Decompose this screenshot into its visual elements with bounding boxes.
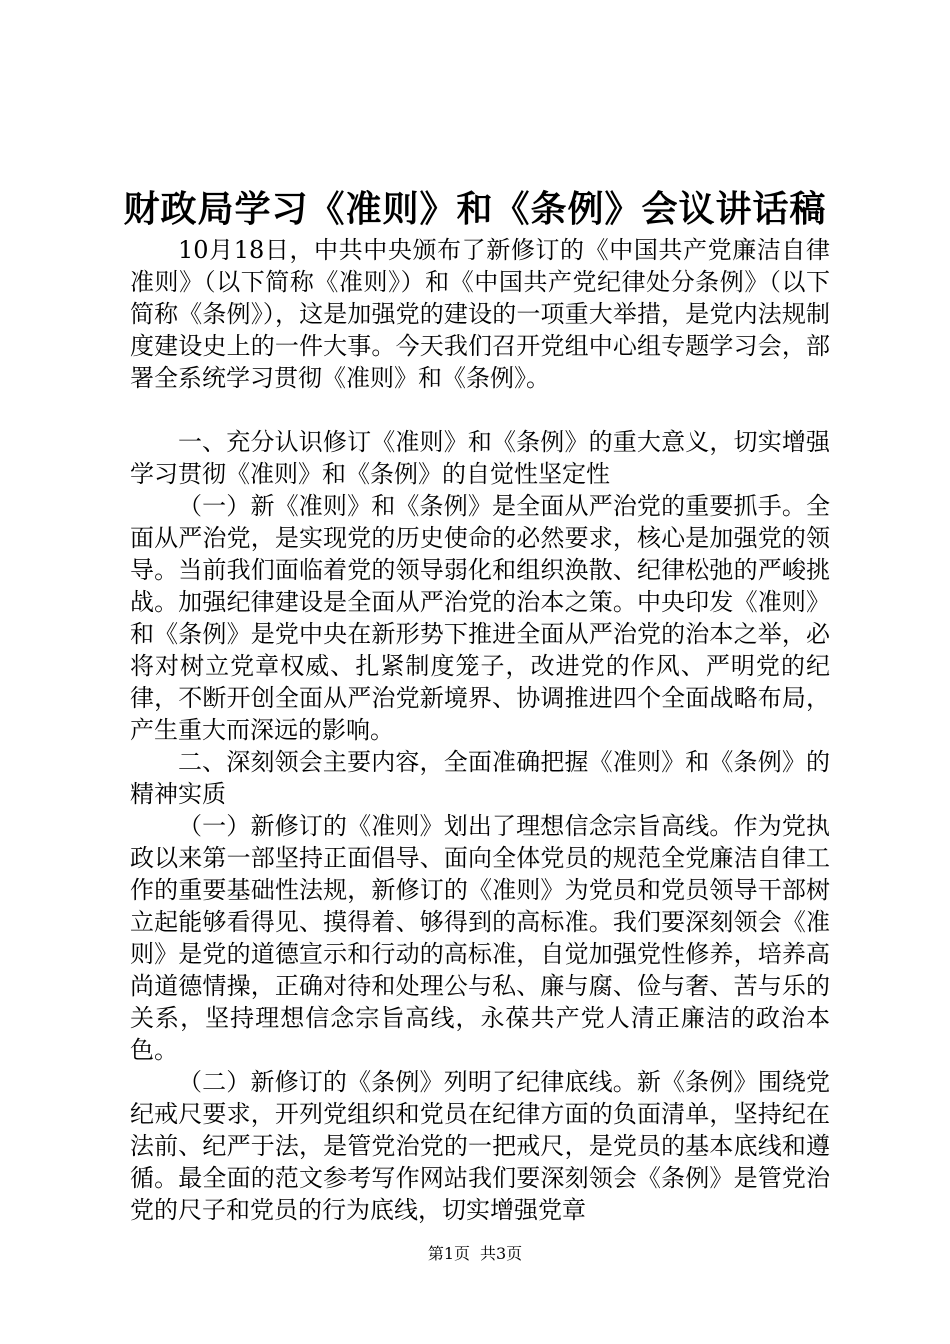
document-body [130, 234, 830, 1226]
intro-paragraph: 10月18日，中共中央颁布了新修订的《中国共产党廉洁自律准则》（以下简称《准则》）和《中国共产党纪律处分条例》（以下简称《条例》），这是加强党的建设的一项重大举措，是党内法规制度建设史上的一件大事。今天我们召开党组中心组专题学习会，部署全系统学习贯彻《准则》和《条例》。 [130, 236, 830, 392]
page-footer [0, 1244, 950, 1264]
body-paragraph: （一）新修订的《准则》划出了理想信念宗旨高线。作为党执政以来第一部坚持正面倡导、面向全体党员的规范全党廉洁自律工作的重要基础性法规，新修订的《准则》为党员和党员领导干部树立起能够看得见、摸得着、够得到的高标准。我们要深刻领会《准则》是党的道德宣示和行动的高标准，自觉加强党性修养，培养高尚道德情操，正确对待和处理公与私、廉与腐、俭与奢、苦与乐的关系，坚持理想信念宗旨高线，永葆共产党人清正廉洁的政治本色。 [130, 812, 830, 1064]
body-paragraph: （一）新《准则》和《条例》是全面从严治党的重要抓手。全面从严治党，是实现党的历史使命的必然要求，核心是加强党的领导。当前我们面临着党的领导弱化和组织涣散、纪律松弛的严峻挑战。加强纪律建设是全面从严治党的治本之策。中央印发《准则》和《条例》是党中央在新形势下推进全面从严治党的治本之举，必将对树立党章权威、扎紧制度笼子，改进党的作风、严明党的纪律，不断开创全面从严治党新境界、协调推进四个全面战略布局，产生重大而深远的影响。 [130, 492, 830, 744]
paragraph-spacer [130, 394, 830, 426]
section-heading-2: 二、深刻领会主要内容，全面准确把握《准则》和《条例》的精神实质 [130, 748, 830, 808]
page-total: 共3页 [480, 1244, 523, 1263]
body-paragraph: （二）新修订的《条例》列明了纪律底线。新《条例》围绕党纪戒尺要求，开列党组织和党员在纪律方面的负面清单，坚持纪在法前、纪严于法，是管党治党的一把戒尺，是党员的基本底线和遵循。最全面的范文参考写作网站我们要深刻领会《条例》是管党治党的尺子和党员的行为底线，切实增强党章 [130, 1068, 830, 1224]
section-heading-1: 一、充分认识修订《准则》和《条例》的重大意义，切实增强学习贯彻《准则》和《条例》的自觉性坚定性 [130, 428, 830, 488]
page-number: 第1页 [427, 1244, 470, 1263]
document-title: 财政局学习《准则》和《条例》会议讲话稿 [123, 188, 827, 230]
